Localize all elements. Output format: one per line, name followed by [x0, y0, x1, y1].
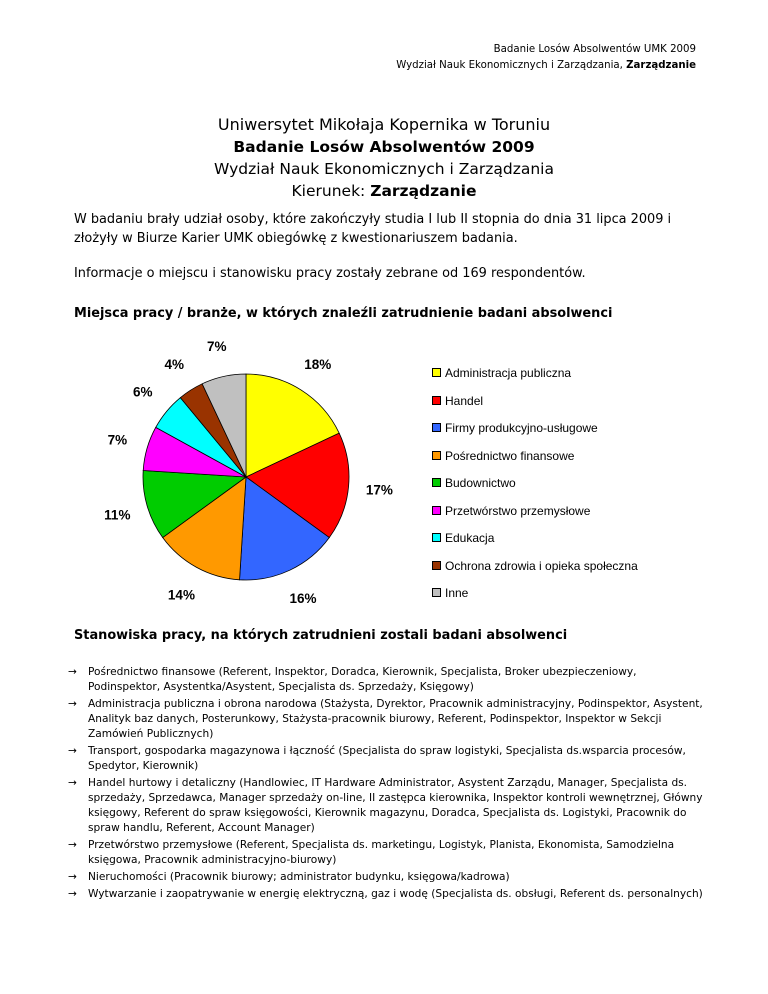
- page-header: [396, 42, 696, 74]
- legend-label: Handel: [445, 393, 484, 408]
- field-line: [0, 180, 768, 202]
- legend-swatch: [432, 533, 441, 542]
- intro-paragraph-2: Informacje o miejscu i stanowisku pracy zostały zebrane od 169 respondentów.: [74, 266, 586, 281]
- list-item: [68, 887, 708, 902]
- industry-pie-chart: [100, 339, 400, 607]
- pie-label-6: 7%: [107, 432, 128, 448]
- legend-swatch: [432, 451, 441, 460]
- arrow-right-icon: →: [68, 871, 77, 883]
- list-item: [68, 744, 708, 774]
- pie-label-5: 11%: [104, 507, 131, 523]
- header-field: Zarządzanie: [626, 60, 696, 71]
- legend-item: [432, 394, 483, 408]
- legend-label: Ochrona zdrowia i opieka społeczna: [445, 558, 638, 573]
- list-item-text: Handel hurtowy i detaliczny (Handlowiec, IT Hardware Administrator, Asystent Zarządu, Manager, Specjalista ds. sprzedaży, Sprzedawca, Manager sprzedaży on-line, II zastępca kierownika, Inspektor kontroli wewnętrznej, Główny księgowy, Referent do spraw księgowości, Kierownik magazynu, Doradca, Specjalista ds. Logistyki, Pracownik do spraw handlu, Referent, Account Manager): [88, 777, 703, 834]
- legend-item: [432, 366, 571, 380]
- legend-label: Edukacja: [445, 531, 495, 545]
- pie-label-8: 4%: [164, 356, 184, 372]
- survey-title: Badanie Losów Absolwentów 2009: [233, 138, 535, 156]
- legend-swatch: [432, 506, 441, 515]
- title-block: [0, 114, 768, 202]
- legend-swatch: [432, 561, 441, 570]
- list-item: [68, 776, 708, 836]
- legend-item: [432, 504, 590, 518]
- legend-item: [432, 531, 494, 545]
- section-title-positions: Stanowiska pracy, na których zatrudnieni zostali badani absolwenci: [74, 628, 568, 643]
- pie-label-2: 17%: [365, 482, 393, 498]
- legend-item: [432, 421, 598, 435]
- pie-label-1: 18%: [304, 356, 332, 372]
- arrow-right-icon: →: [68, 839, 77, 851]
- legend-item: [432, 449, 574, 463]
- list-item-text: Nieruchomości (Pracownik biurowy; administrator budynku, księgowa/kadrowa): [88, 871, 510, 883]
- arrow-right-icon: →: [68, 698, 77, 710]
- legend-label: Inne: [445, 586, 469, 600]
- header-line-1: Badanie Losów Absolwentów UMK 2009: [493, 44, 696, 55]
- legend-item: [432, 476, 516, 490]
- header-faculty: Wydział Nauk Ekonomicznych i Zarządzania,: [396, 60, 623, 71]
- list-item-text: Transport, gospodarka magazynowa i łączność (Specjalista do spraw logistyki, Specjalista ds.wsparcia procesów, Spedytor, Kierownik): [88, 745, 686, 772]
- intro-paragraph-1: W badaniu brały udział osoby, które zakończyły studia I lub II stopnia do dnia 31 lipca 2009 i złożyły w Biurze Karier UMK obiegówkę z kwestionariuszem badania.: [74, 212, 672, 246]
- legend-swatch: [432, 396, 441, 405]
- legend-item: [432, 586, 468, 600]
- arrow-right-icon: →: [68, 777, 77, 789]
- list-item: [68, 697, 708, 742]
- list-item-text: Przetwórstwo przemysłowe (Referent, Specjalista ds. marketingu, Logistyk, Planista, Ekonomista, Samodzielna księgowa, Pracownik administracyjno-biurowy): [88, 839, 675, 866]
- list-item-text: Administracja publiczna i obrona narodowa (Stażysta, Dyrektor, Pracownik administracyjny, Podinspektor, Asystent, Analityk baz danych, Posterunkowy, Stażysta-pracownik biurowy, Referent, Podinspektor, Inspektor w Sekcji Zamówień Publicznych): [88, 698, 703, 740]
- legend-swatch: [432, 423, 441, 432]
- pie-label-4: 14%: [167, 587, 195, 603]
- section-title-industries: Miejsca pracy / branże, w których znaleźli zatrudnienie badani absolwenci: [74, 306, 613, 321]
- pie-label-7: 6%: [132, 384, 153, 400]
- legend-label: Administracja publiczna: [445, 366, 572, 380]
- legend-label: Budownictwo: [445, 476, 516, 490]
- legend-label: Przetwórstwo przemysłowe: [445, 503, 591, 518]
- list-item: [68, 838, 708, 868]
- arrow-right-icon: →: [68, 666, 77, 678]
- header-line-2: [396, 58, 696, 74]
- list-item-text: Pośrednictwo finansowe (Referent, Inspektor, Doradca, Kierownik, Specjalista, Broker ubezpieczeniowy, Podinspektor, Asystentka/Asystent, Specjalista ds. Sprzedaży, Księgowy): [88, 666, 637, 693]
- legend-swatch: [432, 368, 441, 377]
- pie-label-3: 16%: [289, 591, 317, 607]
- arrow-right-icon: →: [68, 888, 77, 900]
- field-label: Kierunek:: [291, 182, 366, 200]
- list-item-text: Wytwarzanie i zaopatrywanie w energię elektryczną, gaz i wodę (Specjalista ds. obsługi, Referent ds. personalnych): [88, 888, 703, 900]
- list-item: [68, 870, 708, 885]
- arrow-right-icon: →: [68, 745, 77, 757]
- legend-label: Pośrednictwo finansowe: [445, 448, 575, 463]
- university-name: Uniwersytet Mikołaja Kopernika w Toruniu: [217, 115, 551, 134]
- legend-label: Firmy produkcyjno-usługowe: [445, 421, 598, 435]
- positions-list: [68, 665, 708, 904]
- list-item: [68, 665, 708, 695]
- legend-item: [432, 559, 638, 573]
- pie-label-9: 7%: [207, 339, 227, 355]
- legend-swatch: [432, 478, 441, 487]
- field-value: Zarządzanie: [370, 182, 477, 200]
- legend-swatch: [432, 588, 441, 597]
- faculty-name: Wydział Nauk Ekonomicznych i Zarządzania: [214, 160, 554, 178]
